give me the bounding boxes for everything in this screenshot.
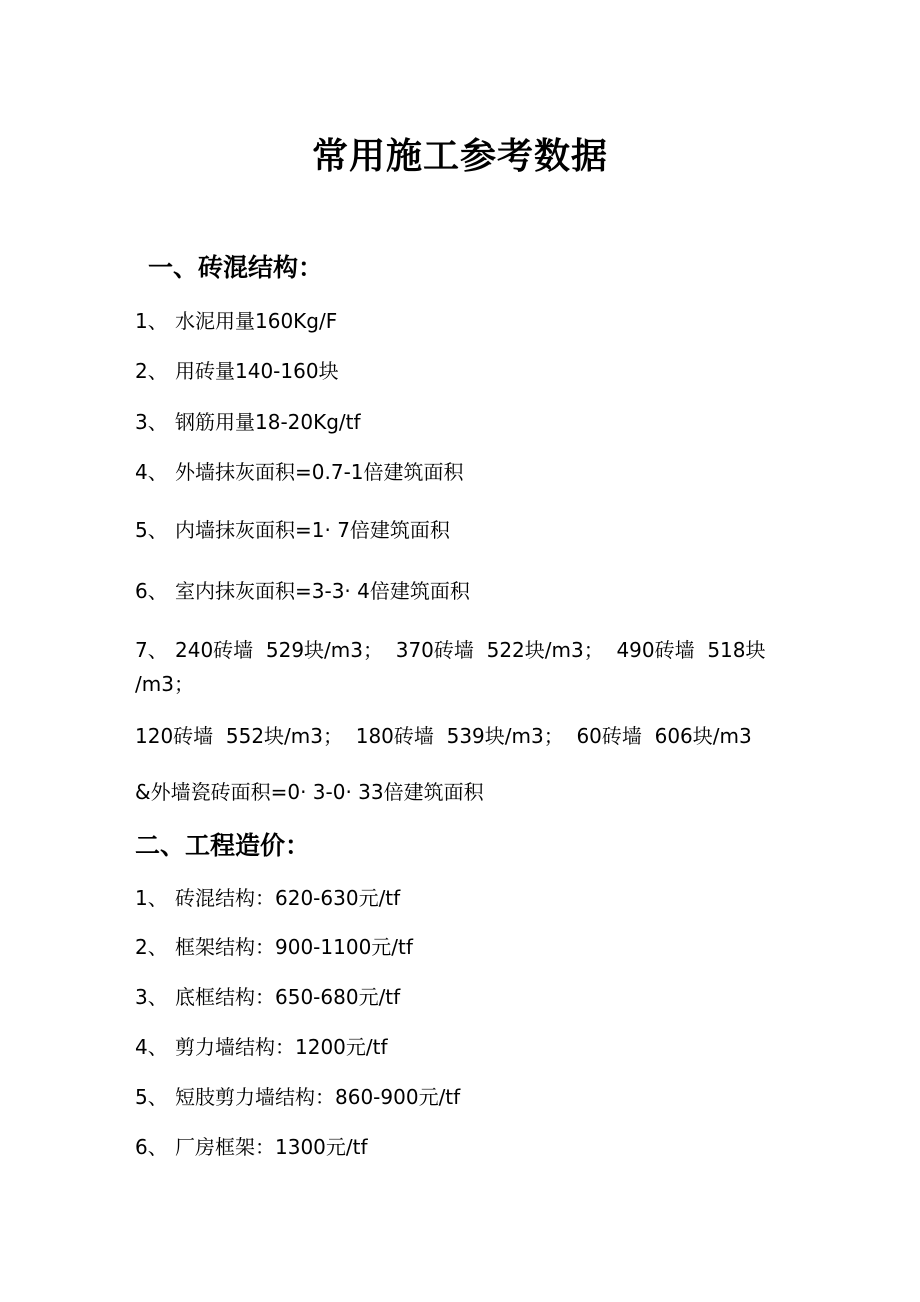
list-item (135, 1081, 460, 1110)
item-text: 内墙抹灰面积=1· 7倍建筑面积 (175, 518, 450, 542)
item-number: 4、 (135, 1035, 168, 1059)
item-text: 室内抹灰面积=3-3· 4倍建筑面积 (175, 579, 470, 603)
list-item-continuation: /m3； (135, 672, 194, 696)
item-number: 2、 (135, 935, 168, 959)
item-number: 4、 (135, 460, 168, 484)
item-text: 剪力墙结构：1200元/tf (175, 1035, 388, 1059)
page-title: 常用施工参考数据 (311, 136, 608, 177)
item-text: 短肢剪力墙结构：860-900元/tf (175, 1085, 461, 1109)
item-text: 外墙抹灰面积=0.7-1倍建筑面积 (175, 460, 464, 484)
list-item (135, 575, 470, 604)
section-heading-brick-concrete: 一、砖混结构： (148, 253, 324, 282)
list-item (135, 456, 464, 485)
item-number: 5、 (135, 518, 168, 542)
item-number: 1、 (135, 309, 168, 333)
list-item (135, 305, 337, 334)
item-number: 3、 (135, 410, 168, 434)
list-item (135, 882, 400, 911)
list-item (135, 1131, 368, 1160)
tile-area-line: &外墙瓷砖面积=0· 3-0· 33倍建筑面积 (135, 780, 484, 804)
item-text: 240砖墙 529块/m3； 370砖墙 522块/m3； 490砖墙 518块 (175, 638, 766, 662)
item-text: 水泥用量160Kg/F (175, 309, 338, 333)
list-item (135, 634, 766, 663)
item-text: 钢筋用量18-20Kg/tf (175, 410, 361, 434)
item-number: 2、 (135, 359, 168, 383)
item-text: 底框结构：650-680元/tf (175, 985, 401, 1009)
list-item (135, 1031, 388, 1060)
item-text: 用砖量140-160块 (175, 359, 339, 383)
item-number: 6、 (135, 1135, 168, 1159)
list-item (135, 981, 400, 1010)
item-number: 6、 (135, 579, 168, 603)
brick-count-line: 120砖墙 552块/m3； 180砖墙 539块/m3； 60砖墙 606块/m3 (135, 724, 752, 748)
item-text: 框架结构：900-1100元/tf (175, 935, 413, 959)
list-item (135, 406, 361, 435)
list-item (135, 931, 413, 960)
section-heading-construction-cost: 二、工程造价： (135, 831, 311, 860)
list-item (135, 355, 339, 384)
item-number: 1、 (135, 886, 168, 910)
item-text: 砖混结构：620-630元/tf (175, 886, 401, 910)
item-text: 厂房框架：1300元/tf (175, 1135, 368, 1159)
item-number: 7、 (135, 638, 168, 662)
item-number: 5、 (135, 1085, 168, 1109)
list-item (135, 514, 450, 543)
item-number: 3、 (135, 985, 168, 1009)
